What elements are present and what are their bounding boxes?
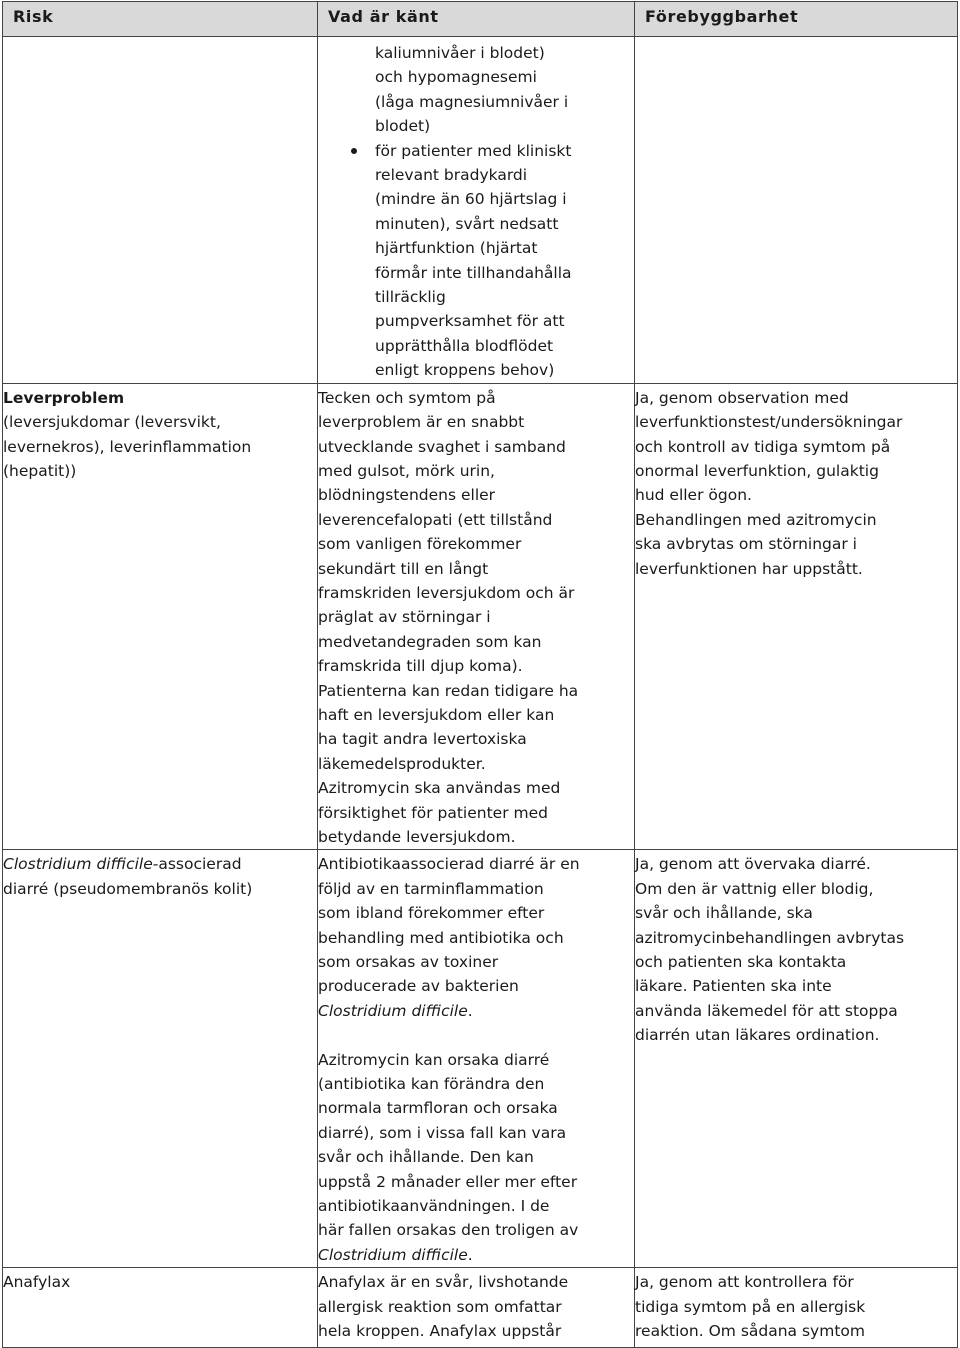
text-line: Ja, genom att övervaka diarré. [635, 855, 871, 874]
text-line: azitromycinbehandlingen avbrytas [635, 928, 905, 947]
header-risk: Risk [3, 2, 318, 37]
text-line: minuten), svårt nedsatt [375, 214, 559, 233]
anaphylaxis-prevent-cell [635, 1268, 958, 1348]
risk-table [2, 1, 958, 1348]
text-line: onormal leverfunktion, gulaktig [635, 461, 879, 480]
text-line: Behandlingen med azitromycin [635, 510, 877, 529]
list-item [318, 139, 634, 383]
anaphylaxis-known-cell [318, 1268, 635, 1348]
text-line: allergisk reaktion som omfattar [318, 1297, 562, 1316]
text-line: (låga magnesiumnivåer i [375, 92, 569, 111]
text-line: hela kroppen. Anafylax uppstår [318, 1322, 562, 1341]
text-line: och hypomagnesemi [375, 68, 537, 87]
bullet-list [318, 139, 634, 383]
liver-risk-title: Leverproblem [3, 388, 125, 407]
cdiff-prevent-cell [635, 850, 958, 1268]
continued-risk-cell [3, 37, 318, 384]
header-preventability: Förebyggbarhet [635, 2, 958, 37]
text-line: Ja, genom att kontrollera för [635, 1273, 854, 1292]
text-line: Azitromycin ska användas med [318, 779, 561, 798]
text-line: sekundärt till en långt [318, 559, 489, 578]
table-row-liver [3, 383, 958, 850]
text-line: tidiga symtom på en allergisk [635, 1297, 866, 1316]
text-line: framskriden leversjukdom och är [318, 583, 575, 602]
text-line: och patienten ska kontakta [635, 953, 847, 972]
text-line: utvecklande svaghet i samband [318, 437, 566, 456]
text-line: ha tagit andra levertoxiska [318, 730, 527, 749]
text-line: Ja, genom observation med [635, 388, 849, 407]
text-line: Anafylax är en svår, livshotande [318, 1273, 569, 1292]
text-line: leverfunktionstest/undersökningar [635, 413, 903, 432]
text-line: präglat av störningar i [318, 608, 491, 627]
text-line: använda läkemedel för att stoppa [635, 1001, 898, 1020]
text-line: (hepatit)) [3, 461, 77, 480]
text-line: leverencefalopati (ett tillstånd [318, 510, 553, 529]
text-line: kaliumnivåer i blodet) [375, 44, 545, 62]
text-line: blödningstendens eller [318, 486, 496, 505]
text-line: antibiotikaanvändningen. I de [318, 1197, 550, 1216]
text-line: reaktion. Om sådana symtom [635, 1322, 865, 1341]
text-line: (mindre än 60 hjärtslag i [375, 190, 567, 209]
text-line: svår och ihållande, ska [635, 904, 813, 923]
text-line: leverproblem är en snabbt [318, 413, 525, 432]
text-line: ska avbrytas om störningar i [635, 535, 857, 554]
text-line: tillräcklig [375, 288, 446, 307]
text-line: och kontroll av tidiga symtom på [635, 437, 891, 456]
text-line: följd av en tarminflammation [318, 879, 544, 898]
text-line: Antibiotikaassocierad diarré är en [318, 855, 580, 874]
header-known: Vad är känt [318, 2, 635, 37]
cdiff-italic-name: Clostridium difficile [318, 1245, 468, 1264]
header-row [3, 2, 958, 37]
text-line: (antibiotika kan förändra den [318, 1075, 545, 1094]
text-line: Tecken och symtom på [318, 388, 496, 407]
text-line: svår och ihållande. Den kan [318, 1148, 534, 1167]
text-line: här fallen orsakas den troligen av [318, 1221, 579, 1240]
text-line: framskrida till djup koma). [318, 657, 523, 676]
text-line: som orsakas av toxiner [318, 953, 499, 972]
text-line: diarrén utan läkares ordination. [635, 1026, 880, 1045]
cdiff-risk-rest: -associerad [152, 855, 242, 874]
text-line: medvetandegraden som kan [318, 632, 542, 651]
table-row-continued [3, 37, 958, 384]
text-line: förmår inte tillhandahålla [375, 263, 572, 282]
continued-known-cell [318, 37, 635, 384]
text-line: för patienter med kliniskt [375, 141, 572, 160]
text-line: upprätthålla blodflödet [375, 336, 554, 355]
liver-risk-cell [3, 383, 318, 850]
text-line: försiktighet för patienter med [318, 803, 548, 822]
text-line: hud eller ögon. [635, 486, 752, 505]
text-line: Om den är vattnig eller blodig, [635, 879, 874, 898]
cdiff-italic-name: Clostridium difficile [318, 1001, 468, 1020]
liver-prevent-cell [635, 383, 958, 850]
text-line: som ibland förekommer efter [318, 904, 545, 923]
cdiff-risk-cell [3, 850, 318, 1268]
anaphylaxis-risk: Anafylax [3, 1273, 71, 1292]
text-line: läkemedelsprodukter. [318, 754, 486, 773]
text-line: leverfunktionen har uppstått. [635, 559, 863, 578]
continued-text [318, 41, 634, 139]
text-line: blodet) [375, 117, 431, 136]
text-line: diarré (pseudomembranös kolit) [3, 879, 253, 898]
text-line: producerade av bakterien [318, 977, 519, 996]
text-line: läkare. Patienten ska inte [635, 977, 832, 996]
cdiff-risk-italic: Clostridium difficile [3, 855, 153, 874]
text-line: uppstå 2 månader eller mer efter [318, 1172, 578, 1191]
text-line: normala tarmfloran och orsaka [318, 1099, 558, 1118]
text-line: Azitromycin kan orsaka diarré [318, 1050, 550, 1069]
text-line: Patienterna kan redan tidigare ha [318, 681, 579, 700]
liver-known-cell [318, 383, 635, 850]
text-line: hjärtfunktion (hjärtat [375, 239, 538, 258]
text-line: (leversjukdomar (leversvikt, [3, 413, 221, 432]
table-row-anaphylaxis [3, 1268, 958, 1348]
text-line: betydande leversjukdom. [318, 828, 516, 846]
text-line: relevant bradykardi [375, 166, 528, 185]
text-line: som vanligen förekommer [318, 535, 522, 554]
text-line: pumpverksamhet för att [375, 312, 565, 331]
text-line: diarré), som i vissa fall kan vara [318, 1123, 567, 1142]
text-line: behandling med antibiotika och [318, 928, 564, 947]
text-line: haft en leversjukdom eller kan [318, 705, 555, 724]
cdiff-known-cell: Antibiotikaassocierad diarré är en följd av en tarminflammation som ibland förekommer efter behandling med antibiotika och som orsakas av toxiner producerade av bakterien Clostridium difficile. Azitromycin kan orsaka diarré (antibiotika kan förändra den normala tarmfloran och orsaka diarré), som i vissa fall kan vara svår och ihållande. Den kan uppstå 2 månader eller mer efter antibiotikaanvändningen. I de här fallen orsakas den troligen av Clostridium difficile. [318, 850, 635, 1268]
anaphylaxis-risk-cell [3, 1268, 318, 1348]
continued-prevent-cell [635, 37, 958, 384]
text-line: enligt kroppens behov) [375, 361, 555, 380]
text-line: med gulsot, mörk urin, [318, 461, 495, 480]
table-row-cdiff [3, 850, 958, 1268]
text-line: levernekros), leverinflammation [3, 437, 252, 456]
